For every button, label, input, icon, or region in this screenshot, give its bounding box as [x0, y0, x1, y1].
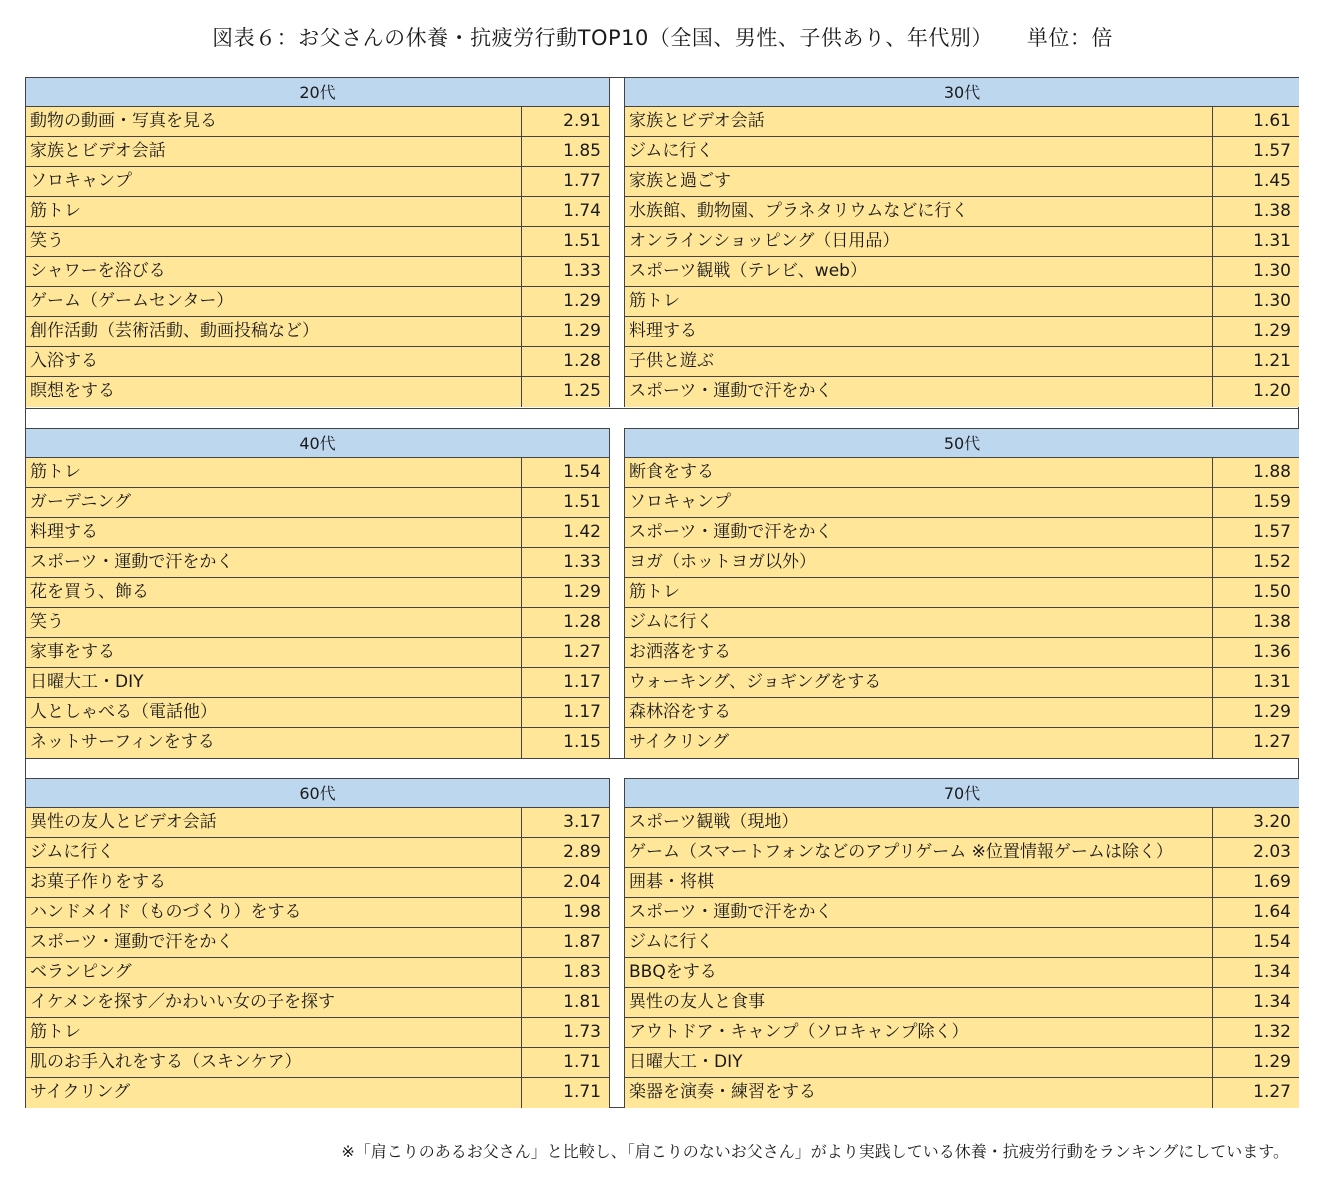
table-row: [26, 838, 609, 868]
ratio-value: 1.52: [1213, 548, 1299, 577]
unit-label: 単位：倍: [1026, 26, 1113, 50]
table-row: [26, 347, 609, 377]
table-row: [625, 638, 1299, 668]
table-row: [26, 898, 609, 928]
ratio-value: 1.51: [522, 488, 609, 517]
activity-label: オンラインショッピング（日用品）: [625, 227, 1213, 256]
table-row: [625, 838, 1299, 868]
table-row: [26, 958, 609, 988]
ratio-value: 1.21: [1213, 347, 1299, 376]
activity-label: 子供と遊ぶ: [625, 347, 1213, 376]
table-row: [26, 317, 609, 347]
ratio-value: 1.28: [522, 347, 609, 376]
activity-label: 筋トレ: [26, 1018, 522, 1047]
block-30s: [624, 78, 1299, 407]
ratio-value: 1.42: [522, 518, 609, 547]
activity-label: ネットサーフィンをする: [26, 728, 522, 758]
ratio-value: 1.33: [522, 257, 609, 286]
table-row: [625, 728, 1299, 758]
ratio-value: 1.38: [1213, 197, 1299, 226]
activity-label: ゲーム（スマートフォンなどのアプリゲーム ※位置情報ゲームは除く）: [625, 838, 1213, 867]
activity-label: スポーツ・運動で汗をかく: [625, 377, 1213, 407]
activity-label: ベランピング: [26, 958, 522, 987]
activity-label: BBQをする: [625, 958, 1213, 987]
block-50s: [624, 428, 1299, 758]
activity-label: ソロキャンプ: [26, 167, 522, 196]
ratio-value: 1.69: [1213, 868, 1299, 897]
table-row: [625, 808, 1299, 838]
ratio-value: 1.29: [522, 317, 609, 346]
ratio-value: 1.29: [1213, 1048, 1299, 1077]
activity-label: 筋トレ: [26, 197, 522, 226]
activity-label: スポーツ観戦（テレビ、web）: [625, 257, 1213, 286]
ratio-value: 1.50: [1213, 578, 1299, 607]
activity-label: 瞑想をする: [26, 377, 522, 407]
table-row: [625, 668, 1299, 698]
block-header: 70代: [625, 779, 1299, 808]
ratio-value: 1.57: [1213, 518, 1299, 547]
activity-label: ジムに行く: [625, 608, 1213, 637]
ratio-value: 1.32: [1213, 1018, 1299, 1047]
activity-label: 人としゃべる（電話他）: [26, 698, 522, 727]
ratio-value: 1.29: [1213, 317, 1299, 346]
ratio-value: 1.27: [1213, 728, 1299, 758]
table-row: [26, 548, 609, 578]
table-row: [625, 548, 1299, 578]
activity-label: 楽器を演奏・練習をする: [625, 1078, 1213, 1108]
block-40s: [26, 428, 610, 758]
ratio-value: 1.74: [522, 197, 609, 226]
table-row: [26, 928, 609, 958]
activity-label: サイクリング: [26, 1078, 522, 1108]
ratio-value: 1.54: [522, 458, 609, 487]
ratio-value: 1.27: [522, 638, 609, 667]
activity-label: 異性の友人とビデオ会話: [26, 808, 522, 837]
ratio-value: 1.87: [522, 928, 609, 957]
block-header: 40代: [26, 429, 609, 458]
ratio-value: 1.15: [522, 728, 609, 758]
table-row: [26, 257, 609, 287]
block-70s: [624, 778, 1299, 1108]
ratio-value: 1.83: [522, 958, 609, 987]
table-row: [26, 518, 609, 548]
table-row: [26, 808, 609, 838]
ratio-value: 1.57: [1213, 137, 1299, 166]
activity-label: ジムに行く: [625, 928, 1213, 957]
ratio-value: 1.29: [522, 578, 609, 607]
table-row: [26, 728, 609, 758]
table-row: [625, 257, 1299, 287]
table-row: [625, 317, 1299, 347]
ratio-value: 1.73: [522, 1018, 609, 1047]
ranking-grid: [25, 77, 1299, 1108]
ratio-value: 1.98: [522, 898, 609, 927]
activity-label: シャワーを浴びる: [26, 257, 522, 286]
table-row: [625, 578, 1299, 608]
table-row: [625, 608, 1299, 638]
ratio-value: 2.91: [522, 107, 609, 136]
table-row: [625, 1048, 1299, 1078]
row-gap: [26, 758, 1298, 778]
ratio-value: 1.51: [522, 227, 609, 256]
table-row: [625, 197, 1299, 227]
activity-label: ウォーキング、ジョギングをする: [625, 668, 1213, 697]
title-text: 図表６：お父さんの休養・抗疲労行動TOP10（全国、男性、子供あり、年代別）: [212, 26, 993, 50]
table-row: [625, 167, 1299, 197]
table-row: [625, 107, 1299, 137]
ratio-value: 1.59: [1213, 488, 1299, 517]
activity-label: 花を買う、飾る: [26, 578, 522, 607]
activity-label: 筋トレ: [26, 458, 522, 487]
ratio-value: 1.81: [522, 988, 609, 1017]
ratio-value: 1.38: [1213, 608, 1299, 637]
activity-label: スポーツ・運動で汗をかく: [625, 518, 1213, 547]
table-row: [26, 1018, 609, 1048]
activity-label: ガーデニング: [26, 488, 522, 517]
activity-label: ジムに行く: [625, 137, 1213, 166]
activity-label: 日曜大工・DIY: [26, 668, 522, 697]
activity-label: 料理する: [625, 317, 1213, 346]
block-60s: [26, 778, 610, 1108]
activity-label: 入浴する: [26, 347, 522, 376]
table-row: [26, 608, 609, 638]
ratio-value: 1.27: [1213, 1078, 1299, 1108]
table-row: [625, 458, 1299, 488]
ratio-value: 1.33: [522, 548, 609, 577]
table-row: [26, 458, 609, 488]
table-row: [26, 197, 609, 227]
activity-label: イケメンを探す／かわいい女の子を探す: [26, 988, 522, 1017]
ratio-value: 1.28: [522, 608, 609, 637]
table-row: [625, 137, 1299, 167]
table-row: [26, 227, 609, 257]
activity-label: スポーツ観戦（現地）: [625, 808, 1213, 837]
ratio-value: 1.25: [522, 377, 609, 407]
row-gap: [26, 408, 1298, 428]
ratio-value: 2.03: [1213, 838, 1299, 867]
activity-label: ヨガ（ホットヨガ以外）: [625, 548, 1213, 577]
table-row: [26, 377, 609, 407]
activity-label: アウトドア・キャンプ（ソロキャンプ除く）: [625, 1018, 1213, 1047]
ratio-value: 1.71: [522, 1048, 609, 1077]
table-row: [625, 347, 1299, 377]
table-row: [625, 377, 1299, 407]
table-row: [26, 137, 609, 167]
table-row: [26, 488, 609, 518]
activity-label: 囲碁・将棋: [625, 868, 1213, 897]
block-header: 20代: [26, 78, 609, 107]
activity-label: ハンドメイド（ものづくり）をする: [26, 898, 522, 927]
ratio-value: 3.20: [1213, 808, 1299, 837]
activity-label: 笑う: [26, 608, 522, 637]
ratio-value: 1.61: [1213, 107, 1299, 136]
block-header: 60代: [26, 779, 609, 808]
table-row: [625, 958, 1299, 988]
ratio-value: 1.20: [1213, 377, 1299, 407]
activity-label: スポーツ・運動で汗をかく: [26, 548, 522, 577]
table-row: [625, 518, 1299, 548]
activity-label: 家事をする: [26, 638, 522, 667]
activity-label: 家族とビデオ会話: [625, 107, 1213, 136]
activity-label: 水族館、動物園、プラネタリウムなどに行く: [625, 197, 1213, 226]
ratio-value: 1.34: [1213, 958, 1299, 987]
table-row: [625, 227, 1299, 257]
ratio-value: 1.71: [522, 1078, 609, 1108]
block-20s: [26, 78, 610, 407]
ratio-value: 1.29: [522, 287, 609, 316]
ratio-value: 1.31: [1213, 227, 1299, 256]
activity-label: サイクリング: [625, 728, 1213, 758]
activity-label: お洒落をする: [625, 638, 1213, 667]
ratio-value: 1.77: [522, 167, 609, 196]
table-row: [625, 698, 1299, 728]
table-row: [625, 287, 1299, 317]
activity-label: ソロキャンプ: [625, 488, 1213, 517]
activity-label: 筋トレ: [625, 287, 1213, 316]
footnote: ※「肩こりのあるお父さん」と比較し、「肩こりのないお父さん」がより実践している休養・抗疲労行動をランキングにしています。: [341, 1142, 1289, 1161]
table-row: [26, 638, 609, 668]
activity-label: 日曜大工・DIY: [625, 1048, 1213, 1077]
table-row: [625, 488, 1299, 518]
table-row: [26, 988, 609, 1018]
table-row: [26, 287, 609, 317]
table-row: [26, 1048, 609, 1078]
table-row: [625, 1018, 1299, 1048]
activity-label: 森林浴をする: [625, 698, 1213, 727]
ratio-value: 1.17: [522, 668, 609, 697]
table-row: [625, 898, 1299, 928]
activity-label: 肌のお手入れをする（スキンケア）: [26, 1048, 522, 1077]
table-row: [26, 107, 609, 137]
table-row: [26, 868, 609, 898]
table-row: [26, 668, 609, 698]
ratio-value: 1.64: [1213, 898, 1299, 927]
ratio-value: 1.36: [1213, 638, 1299, 667]
table-row: [26, 698, 609, 728]
ratio-value: 1.29: [1213, 698, 1299, 727]
activity-label: お菓子作りをする: [26, 868, 522, 897]
activity-label: ゲーム（ゲームセンター）: [26, 287, 522, 316]
page-title: [0, 22, 1325, 52]
ratio-value: 1.88: [1213, 458, 1299, 487]
block-header: 30代: [625, 78, 1299, 107]
table-row: [26, 578, 609, 608]
ratio-value: 1.54: [1213, 928, 1299, 957]
table-row: [625, 868, 1299, 898]
table-row: [625, 928, 1299, 958]
table-row: [26, 167, 609, 197]
activity-label: 笑う: [26, 227, 522, 256]
activity-label: 家族とビデオ会話: [26, 137, 522, 166]
table-row: [625, 988, 1299, 1018]
ratio-value: 2.89: [522, 838, 609, 867]
activity-label: 動物の動画・写真を見る: [26, 107, 522, 136]
activity-label: スポーツ・運動で汗をかく: [26, 928, 522, 957]
ratio-value: 1.31: [1213, 668, 1299, 697]
activity-label: ジムに行く: [26, 838, 522, 867]
activity-label: 異性の友人と食事: [625, 988, 1213, 1017]
block-header: 50代: [625, 429, 1299, 458]
table-row: [625, 1078, 1299, 1108]
ratio-value: 1.30: [1213, 257, 1299, 286]
activity-label: 家族と過ごす: [625, 167, 1213, 196]
table-row: [26, 1078, 609, 1108]
ratio-value: 1.34: [1213, 988, 1299, 1017]
activity-label: 筋トレ: [625, 578, 1213, 607]
activity-label: 創作活動（芸術活動、動画投稿など）: [26, 317, 522, 346]
ratio-value: 1.17: [522, 698, 609, 727]
ratio-value: 1.85: [522, 137, 609, 166]
activity-label: 断食をする: [625, 458, 1213, 487]
activity-label: 料理する: [26, 518, 522, 547]
ratio-value: 1.30: [1213, 287, 1299, 316]
ratio-value: 1.45: [1213, 167, 1299, 196]
ratio-value: 3.17: [522, 808, 609, 837]
ratio-value: 2.04: [522, 868, 609, 897]
activity-label: スポーツ・運動で汗をかく: [625, 898, 1213, 927]
